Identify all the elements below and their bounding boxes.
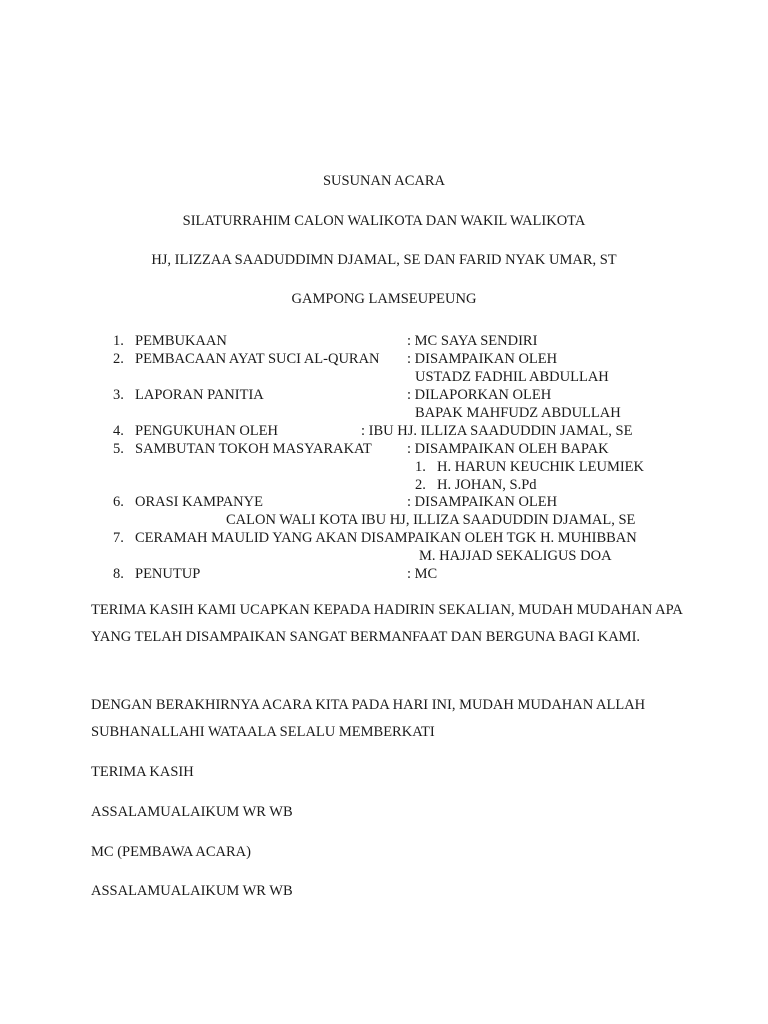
agenda-number: 4. bbox=[113, 423, 124, 439]
agenda-detail-cont: CALON WALI KOTA IBU HJ, ILLIZA SAADUDDIN DJAMAL, SE bbox=[226, 512, 636, 528]
agenda-item: SAMBUTAN TOKOH MASYARAKAT bbox=[135, 441, 372, 457]
agenda-item: LAPORAN PANITIA bbox=[135, 387, 264, 403]
doc-subtitle: SILATURRAHIM CALON WALIKOTA DAN WAKIL WALIKOTA bbox=[182, 213, 586, 229]
agenda-detail: : DISAMPAIKAN OLEH bbox=[407, 351, 558, 367]
doc-names: HJ, ILIZZAA SAADUDDIMN DJAMAL, SE DAN FARID NYAK UMAR, ST bbox=[151, 252, 617, 268]
agenda-detail: : DISAMPAIKAN OLEH bbox=[407, 494, 558, 510]
closing-paragraph-1: TERIMA KASIH KAMI UCAPKAN KEPADA HADIRIN SEKALIAN, MUDAH MUDAHAN APA YANG TELAH DISAMPAIKAN SANGAT BERMANFAAT DAN BERGUNA BAGI KAMI. bbox=[91, 602, 683, 645]
agenda-number: 1. bbox=[113, 333, 124, 349]
agenda-number: 6. bbox=[113, 494, 124, 510]
agenda-detail: : DISAMPAIKAN OLEH BAPAK bbox=[407, 441, 609, 457]
agenda-number: 8. bbox=[113, 566, 124, 582]
salam-line-1: ASSALAMUALAIKUM WR WB bbox=[91, 804, 293, 820]
doc-title: SUSUNAN ACARA bbox=[322, 173, 446, 189]
agenda-detail-cont: USTADZ FADHIL ABDULLAH bbox=[415, 369, 609, 385]
sub-number: 2. bbox=[415, 477, 426, 493]
agenda-item: PEMBACAAN AYAT SUCI AL-QURAN bbox=[135, 351, 380, 367]
agenda-number: 5. bbox=[113, 441, 124, 457]
thanks-line: TERIMA KASIH bbox=[91, 764, 194, 780]
agenda-detail: : MC bbox=[407, 566, 438, 582]
agenda-item: CERAMAH MAULID YANG AKAN DISAMPAIKAN OLEH TGK H. MUHIBBAN bbox=[135, 530, 637, 546]
agenda-item: PENGUKUHAN OLEH bbox=[135, 423, 278, 439]
sub-text: H. HARUN KEUCHIK LEUMIEK bbox=[437, 459, 645, 475]
sub-number: 1. bbox=[415, 459, 426, 475]
doc-location: GAMPONG LAMSEUPEUNG bbox=[291, 291, 477, 307]
agenda-detail-cont: M. HAJJAD SEKALIGUS DOA bbox=[419, 548, 612, 564]
mc-line: MC (PEMBAWA ACARA) bbox=[91, 844, 251, 860]
agenda-detail: : MC SAYA SENDIRI bbox=[407, 333, 538, 349]
agenda-number: 2. bbox=[113, 351, 124, 367]
agenda-detail: : DILAPORKAN OLEH bbox=[407, 387, 552, 403]
agenda-item: PEMBUKAAN bbox=[135, 333, 227, 349]
sub-text: H. JOHAN, S.Pd bbox=[437, 477, 537, 493]
salam-line-2: ASSALAMUALAIKUM WR WB bbox=[91, 883, 293, 899]
closing-paragraph-2: DENGAN BERAKHIRNYA ACARA KITA PADA HARI INI, MUDAH MUDAHAN ALLAH SUBHANALLAHI WATAALA SELALU MEMBERKATI bbox=[91, 697, 646, 740]
agenda-detail-cont: BAPAK MAHFUDZ ABDULLAH bbox=[415, 405, 621, 421]
agenda-number: 3. bbox=[113, 387, 124, 403]
agenda-detail: : IBU HJ. ILLIZA SAADUDDIN JAMAL, SE bbox=[361, 423, 633, 439]
agenda-number: 7. bbox=[113, 530, 124, 546]
agenda-item: PENUTUP bbox=[135, 566, 201, 582]
agenda-item: ORASI KAMPANYE bbox=[135, 494, 263, 510]
